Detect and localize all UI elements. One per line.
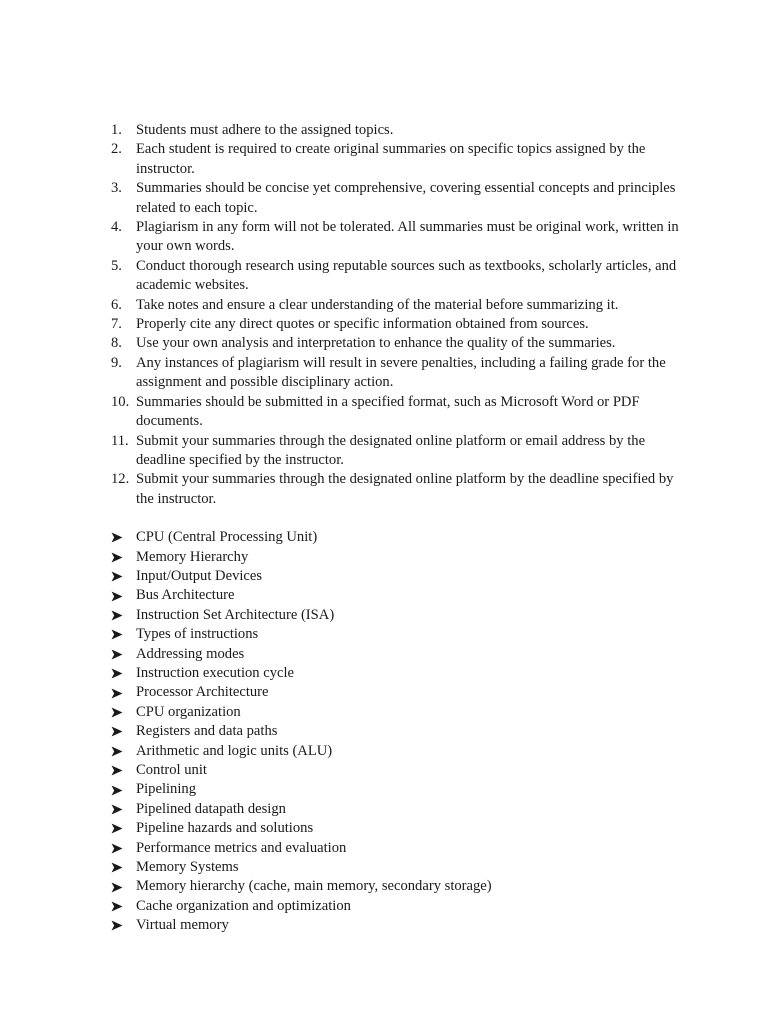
- rule-number: 9.: [111, 354, 122, 371]
- rule-number: 5.: [111, 257, 122, 274]
- topic-item: [111, 800, 691, 819]
- rule-item: [111, 315, 691, 334]
- topic-text: Virtual memory: [136, 917, 229, 934]
- topic-item: [111, 548, 691, 567]
- arrowhead-bullet-icon: [111, 586, 136, 605]
- rule-text: Use your own analysis and interpretation to enhance the quality of the summaries.: [136, 335, 616, 352]
- topic-item: [111, 528, 691, 547]
- rule-number: 11.: [111, 432, 129, 449]
- rules-list: [111, 121, 691, 509]
- rule-text: Conduct thorough research using reputable sources such as textbooks, scholarly articles, and academic websites.: [136, 257, 677, 294]
- rule-number: 3.: [111, 180, 122, 197]
- topic-item: [111, 683, 691, 702]
- rule-item: [111, 354, 691, 393]
- rule-number: 1.: [111, 122, 122, 138]
- rule-number: 2.: [111, 141, 122, 158]
- rule-text: Plagiarism in any form will not be tolerated. All summaries must be original work, written in your own words.: [136, 219, 679, 255]
- arrowhead-bullet-icon: [111, 742, 136, 761]
- topic-item: [111, 897, 691, 916]
- document-content: [111, 121, 691, 936]
- arrowhead-bullet-icon: [111, 528, 136, 547]
- rule-number: 6.: [111, 296, 122, 313]
- rule-item: [111, 121, 691, 140]
- rule-item: [111, 393, 691, 432]
- topic-text: Pipeline hazards and solutions: [136, 820, 314, 837]
- topic-item: [111, 742, 691, 761]
- rule-text: Summaries should be submitted in a specified format, such as Microsoft Word or PDF documents.: [136, 393, 640, 430]
- arrowhead-bullet-icon: [111, 916, 136, 935]
- topic-item: [111, 664, 691, 683]
- rule-text: Submit your summaries through the designated online platform by the deadline specified by the instructor.: [136, 471, 674, 507]
- topic-item: [111, 567, 691, 586]
- topic-text: Control unit: [136, 762, 207, 778]
- rule-item: [111, 334, 691, 353]
- topic-text: CPU (Central Processing Unit): [136, 529, 318, 546]
- arrowhead-bullet-icon: [111, 567, 136, 586]
- topic-item: [111, 703, 691, 722]
- rule-item: [111, 179, 691, 218]
- arrowhead-bullet-icon: [111, 625, 136, 644]
- arrowhead-bullet-icon: [111, 664, 136, 683]
- rule-text: Each student is required to create original summaries on specific topics assigned by the instructor.: [136, 141, 646, 177]
- rule-item: [111, 470, 691, 509]
- topic-text: Arithmetic and logic units (ALU): [136, 742, 333, 759]
- topic-text: Bus Architecture: [136, 587, 235, 604]
- topic-item: [111, 877, 691, 896]
- rule-text: Submit your summaries through the designated online platform or email address by the deadline specified by the instructor.: [136, 432, 646, 468]
- rule-number: 4.: [111, 219, 122, 236]
- arrowhead-bullet-icon: [111, 877, 136, 896]
- topic-text: Memory hierarchy (cache, main memory, secondary storage): [136, 878, 492, 895]
- topic-item: [111, 625, 691, 644]
- rule-item: [111, 140, 691, 179]
- arrowhead-bullet-icon: [111, 703, 136, 722]
- rule-text: Students must adhere to the assigned topics.: [136, 122, 394, 138]
- topic-text: Cache organization and optimization: [136, 897, 351, 914]
- arrowhead-bullet-icon: [111, 858, 136, 877]
- arrowhead-bullet-icon: [111, 548, 136, 567]
- topic-text: Pipelined datapath design: [136, 800, 286, 817]
- topics-list: [111, 528, 691, 936]
- arrowhead-bullet-icon: [111, 839, 136, 858]
- topic-text: Addressing modes: [136, 645, 245, 662]
- arrowhead-bullet-icon: [111, 819, 136, 838]
- topic-text: Pipelining: [136, 781, 196, 798]
- arrowhead-bullet-icon: [111, 722, 136, 741]
- topic-text: Instruction execution cycle: [136, 664, 295, 681]
- rule-item: [111, 218, 691, 257]
- rule-number: 8.: [111, 335, 122, 352]
- rule-number: 12.: [111, 471, 130, 488]
- rule-number: 10.: [111, 393, 130, 410]
- rule-item: [111, 257, 691, 296]
- topic-text: Input/Output Devices: [136, 567, 263, 584]
- topic-text: Memory Hierarchy: [136, 548, 249, 565]
- arrowhead-bullet-icon: [111, 897, 136, 916]
- topic-item: [111, 586, 691, 605]
- topic-item: [111, 819, 691, 838]
- topic-item: [111, 858, 691, 877]
- topic-item: [111, 606, 691, 625]
- rule-number: 7.: [111, 316, 122, 333]
- topic-item: [111, 916, 691, 935]
- arrowhead-bullet-icon: [111, 761, 136, 780]
- arrowhead-bullet-icon: [111, 683, 136, 702]
- topic-text: Instruction Set Architecture (ISA): [136, 606, 335, 623]
- topic-text: CPU organization: [136, 703, 241, 720]
- rule-item: [111, 296, 691, 315]
- arrowhead-bullet-icon: [111, 800, 136, 819]
- topic-text: Memory Systems: [136, 859, 239, 876]
- topic-text: Registers and data paths: [136, 723, 278, 740]
- topic-text: Performance metrics and evaluation: [136, 839, 347, 856]
- arrowhead-bullet-icon: [111, 780, 136, 799]
- topic-text: Processor Architecture: [136, 684, 269, 701]
- rule-item: [111, 432, 691, 471]
- rule-text: Properly cite any direct quotes or specific information obtained from sources.: [136, 316, 589, 333]
- arrowhead-bullet-icon: [111, 645, 136, 664]
- list-spacer: [111, 509, 691, 528]
- topic-item: [111, 761, 691, 780]
- topic-item: [111, 780, 691, 799]
- rule-text: Take notes and ensure a clear understanding of the material before summarizing it.: [136, 296, 619, 313]
- arrowhead-bullet-icon: [111, 606, 136, 625]
- rule-text: Summaries should be concise yet comprehensive, covering essential concepts and principles related to each topic.: [136, 180, 676, 216]
- topic-item: [111, 645, 691, 664]
- topic-item: [111, 839, 691, 858]
- topic-item: [111, 722, 691, 741]
- rule-text: Any instances of plagiarism will result in severe penalties, including a failing grade for the assignment and possible disciplinary action.: [136, 354, 666, 391]
- topic-text: Types of instructions: [136, 626, 259, 643]
